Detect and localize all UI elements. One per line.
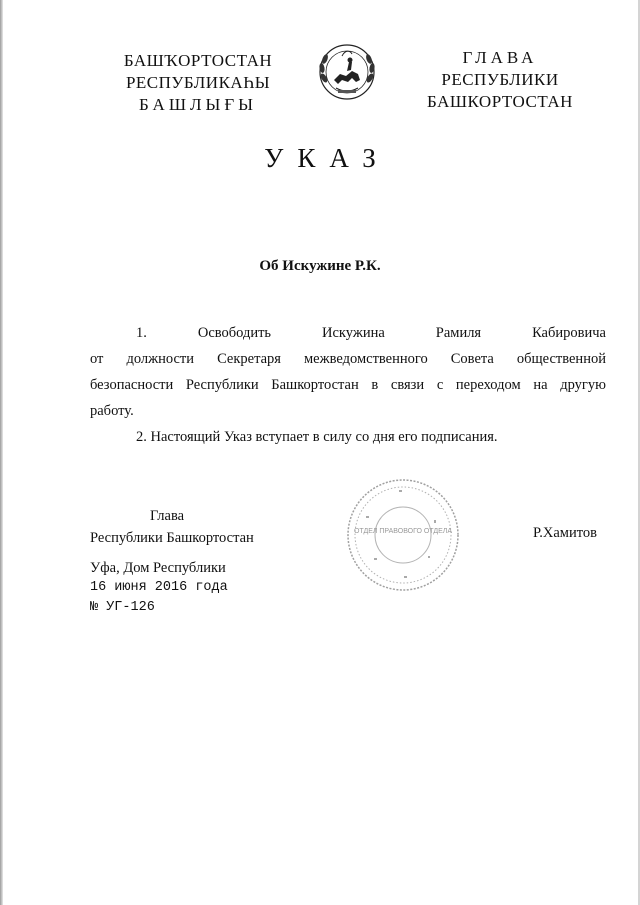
paragraph-1-line-4 [90, 398, 606, 424]
p1-word: Башкортостан [271, 377, 359, 393]
p1-word: работу. [90, 403, 134, 419]
header-left-line-3: БАШЛЫҒЫ [139, 95, 257, 114]
republic-emblem-icon [312, 38, 382, 106]
p1-word: Совета [450, 351, 494, 367]
p1-word: Кабировича [532, 325, 606, 341]
signature-post [90, 505, 254, 549]
header-right-line-1: ГЛАВА [462, 48, 538, 67]
p1-word: Рамиля [435, 325, 482, 341]
p1-word: 1. [136, 325, 147, 341]
p1-word: Республики [185, 377, 259, 393]
header-left-line-2: РЕСПУБЛИКАҺЫ [125, 73, 271, 92]
p1-word: с [436, 377, 444, 393]
header-right-block [405, 47, 595, 113]
document-title: УКАЗ [264, 143, 390, 173]
p1-word: общественной [516, 351, 606, 367]
paragraph-1 [90, 320, 606, 424]
stamp-text: ОТДЕЛ ПРАВОВОГО ОТДЕЛА [353, 528, 453, 535]
p1-word: Освободить [197, 325, 272, 341]
p1-word: переходом [455, 377, 521, 393]
document-subject: Об Искужине Р.К. [259, 258, 381, 274]
p1-word: в [371, 377, 379, 393]
paragraph-1-line-3 [90, 372, 606, 398]
p1-word: межведомственного [303, 351, 428, 367]
issue-location: Уфа, Дом Республики [90, 560, 226, 576]
p1-word: от [90, 351, 104, 367]
decree-number: № УГ-126 [90, 600, 155, 615]
official-stamp-icon [344, 476, 462, 594]
p1-word: на [533, 377, 548, 393]
paragraph-1-line-2 [90, 346, 606, 372]
signature-post-line-2: Республики Башкортостан [90, 530, 254, 546]
p1-word: другую [560, 377, 606, 393]
signature-post-line-1: Глава [150, 508, 185, 524]
document-body [90, 320, 606, 450]
signer-name: Р.Хамитов [533, 525, 597, 541]
header-right-line-2: РЕСПУБЛИКИ [441, 70, 559, 89]
header-left-block [98, 50, 298, 116]
p1-word: Секретаря [217, 351, 281, 367]
p1-word: безопасности [90, 377, 174, 393]
scan-edge-left [0, 0, 3, 905]
issue-date: 16 июня 2016 года [90, 580, 228, 595]
paragraph-2: 2. Настоящий Указ вступает в силу со дня его подписания. [136, 429, 498, 445]
p1-word: связи [390, 377, 425, 393]
issue-details [90, 558, 228, 618]
header-left-line-1: БАШҠОРТОСТАН [123, 51, 273, 70]
header-right-line-3: БАШКОРТОСТАН [427, 92, 573, 111]
p1-word: Искужина [322, 325, 385, 341]
p1-word: должности [126, 351, 195, 367]
paragraph-1-line-1 [136, 320, 606, 346]
